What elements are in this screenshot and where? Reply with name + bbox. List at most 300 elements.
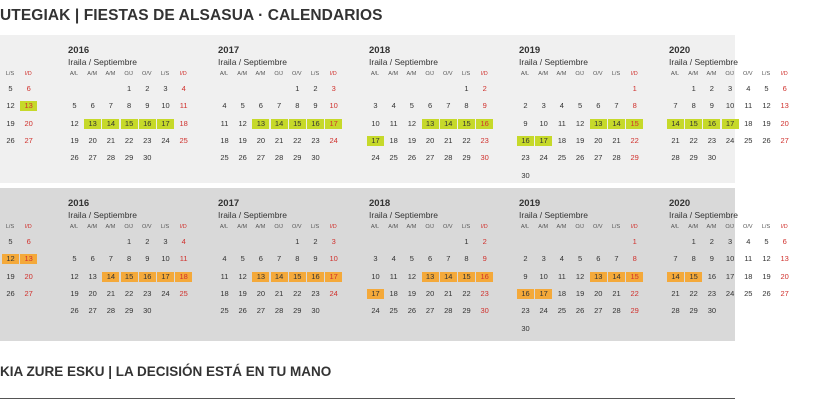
weekday-label: A/M: [706, 224, 717, 230]
calendar-day: 12: [762, 101, 771, 111]
calendar-day: 27: [256, 153, 266, 163]
calendar-day: 20: [780, 118, 789, 128]
calendar-day: 2: [523, 101, 528, 111]
weekday-label: I/D: [179, 71, 187, 77]
calendar-day: 25: [389, 306, 398, 316]
weekday-label: A/M: [406, 224, 417, 230]
calendar-day: 15: [289, 272, 306, 282]
calendar-day: 28: [274, 306, 284, 316]
calendar-day: 2: [313, 237, 318, 246]
calendar-day: 24: [329, 135, 338, 145]
calendar-day: 23: [480, 135, 489, 145]
weekday-label: A/M: [105, 224, 116, 230]
calendar-day: 21: [444, 135, 453, 145]
calendar-day: 15: [685, 119, 702, 129]
calendar-day: 13: [88, 271, 97, 281]
calendar-day: 19: [70, 288, 79, 298]
calendar-day: 17: [157, 272, 174, 282]
calendar-day: 15: [626, 119, 643, 129]
calendar-day: 11: [220, 118, 229, 128]
calendar-day: 20: [425, 135, 435, 145]
calendar-year: 2018: [369, 198, 391, 209]
calendar-2017: [216, 188, 366, 341]
calendar-day: 10: [539, 271, 548, 281]
calendar-day: 19: [762, 271, 771, 281]
calendar-day: 6: [782, 237, 787, 246]
calendar-2019: [517, 188, 667, 341]
weekday-label: O/J: [124, 224, 133, 230]
calendar-day: 28: [671, 153, 680, 163]
calendar-year: 2020: [669, 45, 691, 56]
calendar-day: 24: [725, 135, 735, 145]
calendar-2017: [216, 35, 366, 183]
calendar-2016: [66, 188, 216, 341]
calendar-day: 16: [703, 119, 720, 129]
weekday-label: O/J: [274, 224, 283, 230]
calendar-day: 29: [293, 153, 302, 163]
calendar-day: 26: [762, 288, 771, 298]
calendar-day: 13: [20, 101, 37, 111]
calendar-day: 26: [407, 306, 417, 316]
calendar-day: 30: [521, 170, 530, 180]
calendar-day: 30: [707, 306, 717, 316]
calendar-day: 11: [557, 271, 566, 281]
calendar-day: 24: [371, 306, 380, 316]
weekday-label: O/J: [425, 224, 434, 230]
calendar-day: 5: [764, 84, 769, 93]
calendar-day: 8: [464, 101, 469, 111]
calendar-day: 29: [630, 306, 639, 316]
calendar-day: 20: [24, 118, 33, 128]
calendar-day: 20: [425, 288, 435, 298]
calendar-day: 23: [311, 135, 320, 145]
calendar-day: 15: [121, 119, 138, 129]
weekday-label: I/D: [24, 224, 32, 230]
calendar-day: 5: [240, 254, 245, 264]
calendar-day: 24: [725, 288, 735, 298]
calendar-day: 8: [691, 101, 696, 111]
weekday-label: A/M: [688, 224, 699, 230]
calendar-day: 3: [373, 101, 378, 111]
calendar-day: 18: [220, 135, 229, 145]
calendar-day: 22: [293, 135, 302, 145]
calendar-day: 2: [482, 84, 487, 93]
calendar-day: 7: [446, 101, 451, 111]
calendar-day: 19: [238, 288, 247, 298]
calendar-day: 26: [6, 288, 15, 298]
calendar-day: 4: [559, 101, 564, 111]
calendar-day: 30: [480, 153, 489, 163]
calendar-day: 22: [124, 135, 134, 145]
weekday-label: A/M: [105, 71, 116, 77]
calendar-day: 2: [482, 237, 487, 246]
calendar-day: 17: [157, 119, 174, 129]
calendar-day: 26: [70, 306, 79, 316]
calendar-day: 16: [307, 119, 324, 129]
calendar-year: 2020: [669, 198, 691, 209]
calendar-day: 9: [523, 271, 528, 281]
calendar-day: 6: [596, 254, 601, 264]
calendar-day: 10: [371, 271, 380, 281]
calendar-day: 20: [594, 288, 603, 298]
calendar-day: 2: [709, 84, 714, 93]
calendar-day: 28: [612, 306, 621, 316]
calendar-day: 23: [143, 135, 152, 145]
weekday-label: A/M: [538, 71, 549, 77]
weekday-label: L/S: [761, 71, 771, 77]
calendar-day: 9: [145, 101, 150, 111]
calendar-day: 12: [2, 254, 19, 264]
weekday-label: I/D: [630, 71, 638, 77]
calendar-day: 13: [20, 254, 37, 264]
calendar-day: 24: [161, 135, 170, 145]
calendar-day: 3: [728, 84, 733, 93]
calendar-day: 3: [331, 84, 336, 93]
calendar-day: 12: [238, 118, 247, 128]
calendar-day: 3: [331, 237, 336, 246]
calendar-day: 24: [539, 306, 548, 316]
calendar-day: 22: [462, 135, 471, 145]
calendar-day: 28: [106, 153, 116, 163]
calendar-2016: [66, 35, 216, 183]
calendar-day: 9: [709, 101, 714, 111]
calendar-day: 27: [594, 153, 603, 163]
calendar-day: 1: [632, 237, 637, 246]
weekday-label: L/S: [761, 224, 771, 230]
calendar-day: 12: [407, 118, 417, 128]
calendar-day: 16: [476, 119, 493, 129]
weekday-label: O/V: [142, 224, 152, 230]
calendar-day: 27: [780, 288, 789, 298]
calendar-day: 22: [630, 288, 639, 298]
calendar-day: 2: [709, 237, 714, 246]
calendar-day: 18: [389, 288, 398, 298]
footer-divider: [0, 398, 735, 399]
calendar-day: 1: [691, 237, 696, 246]
calendar-day: 20: [256, 135, 266, 145]
calendar-day: 18: [179, 118, 188, 128]
calendar-day: 13: [84, 119, 101, 129]
calendar-day: 21: [671, 288, 680, 298]
calendar-day: 25: [744, 135, 753, 145]
calendar-day: 14: [271, 272, 288, 282]
calendar-day: 22: [293, 288, 302, 298]
calendar-day: 6: [428, 254, 433, 264]
calendar-day: 7: [108, 101, 113, 111]
calendar-day: 20: [594, 135, 603, 145]
calendar-day: 9: [482, 254, 487, 264]
calendar-day: 7: [108, 254, 113, 264]
weekday-label: O/V: [292, 224, 302, 230]
calendar-day: 22: [689, 135, 698, 145]
calendar-day: 22: [124, 288, 134, 298]
weekday-label: O/V: [292, 71, 302, 77]
calendar-day: 10: [329, 254, 338, 264]
calendar-day: 23: [480, 288, 489, 298]
calendar-day: 12: [762, 254, 771, 264]
weekday-label: A/L: [69, 71, 79, 77]
calendar-day: 21: [671, 135, 680, 145]
calendar-day: 30: [521, 323, 530, 333]
calendar-year: 2017: [218, 198, 240, 209]
weekday-label: L/S: [611, 224, 621, 230]
calendar-2018: [367, 188, 517, 341]
calendar-day: 14: [440, 272, 457, 282]
calendar-day: 16: [476, 272, 493, 282]
weekday-label: O/J: [575, 71, 584, 77]
calendar-month: Iraila / Septiembre: [669, 210, 738, 220]
weekday-label: A/M: [388, 224, 399, 230]
calendar-day: 11: [389, 271, 398, 281]
calendar-day: 9: [313, 101, 318, 111]
calendar-day: 21: [274, 135, 284, 145]
calendar-month: Iraila / Septiembre: [369, 57, 438, 67]
calendar-day: 1: [632, 84, 637, 93]
calendar-day: 13: [780, 254, 789, 264]
calendar-day: 11: [744, 254, 753, 264]
calendar-day: 8: [295, 101, 300, 111]
calendar-day: 22: [689, 288, 698, 298]
calendar-day: 5: [8, 237, 13, 246]
weekday-label: O/V: [142, 71, 152, 77]
weekday-label: O/V: [443, 71, 453, 77]
weekday-label: A/M: [255, 71, 266, 77]
calendar-day: 12: [407, 271, 417, 281]
calendar-day: 5: [240, 101, 245, 111]
calendar-day: 26: [238, 306, 247, 316]
calendar-day: 17: [367, 289, 384, 299]
calendar-day: 11: [179, 254, 188, 264]
calendar-day: 13: [422, 119, 439, 129]
calendar-day: 28: [671, 306, 680, 316]
weekday-label: L/S: [310, 71, 320, 77]
calendar-day: 20: [780, 271, 789, 281]
calendar-day: 29: [689, 153, 698, 163]
calendar-day: 3: [163, 237, 168, 246]
weekday-label: A/M: [237, 224, 248, 230]
calendar-day: 26: [407, 153, 417, 163]
calendar-day: 17: [325, 119, 342, 129]
calendar-day: 13: [780, 101, 789, 111]
weekday-label: L/S: [461, 224, 471, 230]
calendar-day: 19: [762, 118, 771, 128]
calendar-day: 28: [444, 153, 453, 163]
calendar-day: 17: [367, 136, 384, 146]
calendar-day: 21: [106, 288, 116, 298]
calendar-day: 5: [8, 84, 13, 93]
calendar-day: 11: [557, 118, 566, 128]
calendar-day: 2: [523, 254, 528, 264]
calendar-day: 15: [289, 119, 306, 129]
weekday-label: A/M: [237, 71, 248, 77]
calendar-day: 22: [630, 135, 639, 145]
weekday-label: A/M: [706, 71, 717, 77]
calendar-day: 29: [124, 306, 134, 316]
calendar-day: 20: [88, 288, 97, 298]
weekday-label: O/J: [725, 71, 734, 77]
calendar-day: 30: [480, 306, 489, 316]
calendar-day: 26: [575, 306, 585, 316]
calendar-day: 21: [106, 135, 116, 145]
calendar-day: 5: [409, 101, 414, 111]
calendar-day: 4: [746, 237, 751, 246]
calendar-partial: [0, 35, 40, 183]
calendar-day: 24: [539, 153, 548, 163]
calendar-day: 7: [614, 101, 619, 111]
calendar-day: 6: [26, 84, 31, 93]
calendar-day: 8: [127, 254, 132, 264]
calendar-month: Iraila / Septiembre: [369, 210, 438, 220]
calendar-day: 5: [578, 254, 583, 264]
calendar-year: 2016: [68, 198, 90, 209]
calendar-day: 11: [220, 271, 229, 281]
calendar-day: 12: [6, 101, 15, 111]
calendar-day: 27: [425, 153, 435, 163]
calendar-month: Iraila / Septiembre: [218, 57, 287, 67]
calendar-day: 14: [608, 119, 625, 129]
calendar-day: 18: [557, 135, 567, 145]
calendar-day: 10: [725, 101, 735, 111]
calendar-day: 13: [590, 272, 607, 282]
calendar-day: 8: [632, 254, 637, 264]
calendar-day: 30: [311, 306, 320, 316]
calendar-day: 6: [90, 254, 95, 264]
calendar-day: 14: [440, 119, 457, 129]
weekday-label: O/J: [575, 224, 584, 230]
calendar-day: 16: [517, 289, 534, 299]
calendar-day: 19: [6, 118, 15, 128]
calendar-day: 14: [608, 272, 625, 282]
calendar-day: 12: [238, 271, 247, 281]
weekday-label: A/M: [388, 71, 399, 77]
calendar-day: 27: [256, 306, 266, 316]
calendar-day: 18: [175, 272, 192, 282]
weekday-label: O/J: [725, 224, 734, 230]
calendar-day: 6: [26, 237, 31, 246]
calendar-day: 26: [70, 153, 79, 163]
weekday-label: I/D: [480, 71, 488, 77]
calendar-day: 1: [691, 84, 696, 93]
calendar-day: 17: [722, 119, 739, 129]
calendar-day: 9: [523, 118, 528, 128]
calendar-day: 16: [707, 271, 717, 281]
weekday-label: L/S: [5, 224, 15, 230]
calendar-day: 17: [725, 271, 735, 281]
calendar-day: 14: [667, 119, 684, 129]
calendar-2018: [367, 35, 517, 183]
calendar-day: 15: [458, 272, 475, 282]
weekday-label: O/V: [593, 224, 603, 230]
calendar-day: 1: [464, 237, 469, 246]
calendar-2020: [667, 35, 817, 183]
calendar-day: 9: [482, 101, 487, 111]
calendar-day: 23: [707, 135, 717, 145]
calendar-year: 2019: [519, 45, 541, 56]
calendar-day: 23: [521, 153, 530, 163]
calendar-day: 24: [371, 153, 380, 163]
calendar-day: 15: [121, 272, 138, 282]
calendar-day: 21: [612, 135, 621, 145]
calendar-day: 7: [614, 254, 619, 264]
calendar-day: 3: [541, 101, 546, 111]
footer-slogan: KIA ZURE ESKU | LA DECISIÓN ESTÁ EN TU MANO: [0, 364, 332, 379]
calendar-day: 28: [106, 306, 116, 316]
weekday-label: A/L: [219, 71, 229, 77]
calendar-day: 4: [559, 254, 564, 264]
calendar-day: 13: [590, 119, 607, 129]
weekday-label: A/M: [688, 71, 699, 77]
weekday-label: O/J: [124, 71, 133, 77]
calendar-day: 8: [127, 101, 132, 111]
calendar-day: 19: [6, 271, 15, 281]
calendar-day: 15: [685, 272, 702, 282]
calendar-day: 10: [539, 118, 548, 128]
calendar-year: 2018: [369, 45, 391, 56]
calendar-day: 14: [102, 119, 119, 129]
calendar-day: 8: [691, 254, 696, 264]
calendar-day: 29: [124, 153, 134, 163]
calendar-day: 19: [407, 288, 417, 298]
weekday-label: I/D: [179, 224, 187, 230]
calendar-day: 1: [127, 84, 132, 93]
calendar-day: 23: [143, 288, 152, 298]
calendar-day: 14: [271, 119, 288, 129]
calendar-day: 14: [667, 272, 684, 282]
calendar-day: 12: [70, 118, 79, 128]
weekday-label: A/M: [556, 224, 567, 230]
calendar-day: 30: [311, 153, 320, 163]
calendar-day: 30: [143, 153, 152, 163]
calendar-day: 21: [444, 288, 453, 298]
weekday-label: O/V: [593, 71, 603, 77]
calendar-day: 2: [313, 84, 318, 93]
calendar-day: 6: [596, 101, 601, 111]
calendar-day: 20: [256, 288, 266, 298]
calendar-day: 4: [222, 101, 227, 111]
calendar-day: 6: [258, 101, 263, 111]
calendar-day: 17: [535, 136, 552, 146]
calendar-day: 9: [313, 254, 318, 264]
weekday-label: O/J: [425, 71, 434, 77]
calendar-2020: [667, 188, 817, 341]
calendar-day: 18: [389, 135, 398, 145]
calendar-day: 23: [707, 288, 717, 298]
calendar-day: 21: [274, 288, 284, 298]
calendar-day: 7: [277, 254, 282, 264]
calendar-day: 22: [462, 288, 471, 298]
calendar-day: 23: [521, 306, 530, 316]
calendar-year: 2016: [68, 45, 90, 56]
calendar-day: 27: [425, 306, 435, 316]
calendar-day: 8: [632, 101, 637, 111]
calendar-day: 16: [307, 272, 324, 282]
calendar-day: 5: [72, 101, 77, 111]
calendar-2019: [517, 35, 667, 183]
calendar-day: 11: [744, 101, 753, 111]
weekday-label: A/L: [670, 71, 680, 77]
weekday-label: A/M: [406, 71, 417, 77]
calendar-day: 27: [88, 153, 97, 163]
calendar-day: 25: [220, 306, 229, 316]
calendar-day: 18: [220, 288, 229, 298]
calendar-day: 25: [744, 288, 753, 298]
calendar-month: Iraila / Septiembre: [669, 57, 738, 67]
calendar-day: 7: [277, 101, 282, 111]
calendar-day: 26: [762, 135, 771, 145]
calendar-day: 19: [575, 288, 585, 298]
calendar-day: 27: [594, 306, 603, 316]
weekday-label: I/D: [329, 224, 337, 230]
